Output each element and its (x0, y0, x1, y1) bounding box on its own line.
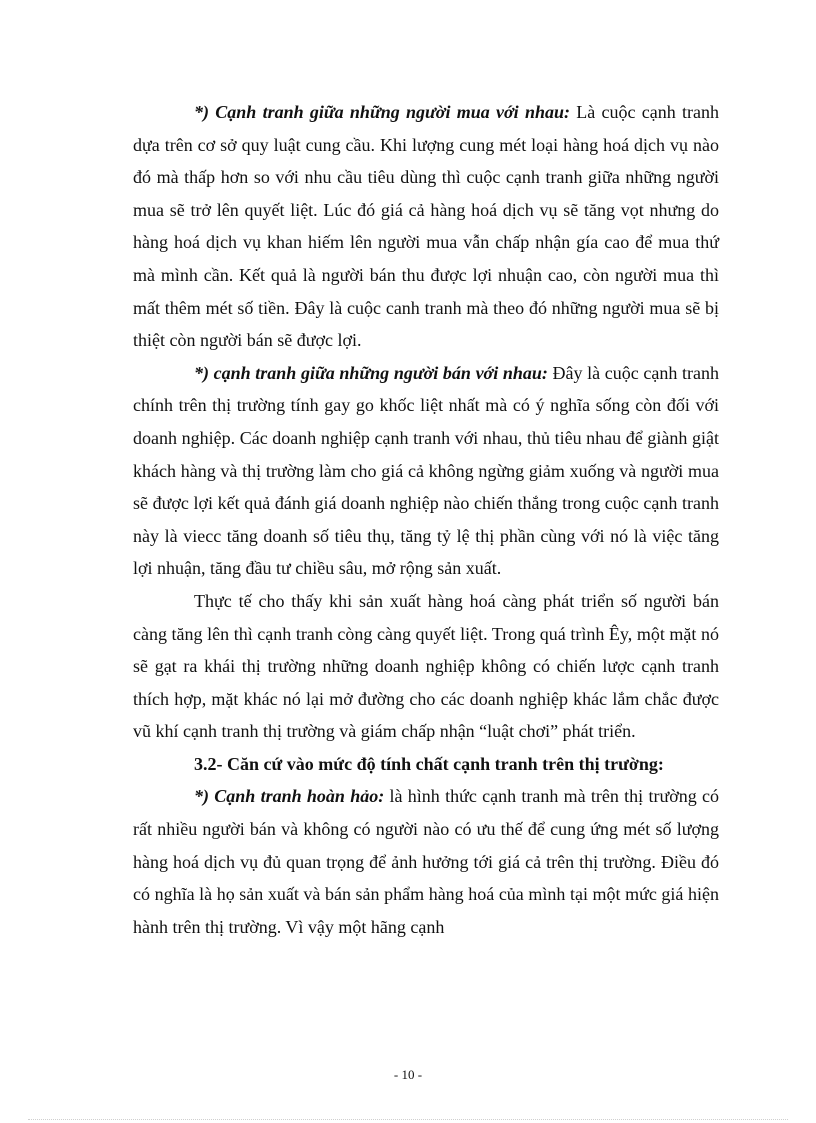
paragraph-lead: *) cạnh tranh giữa những người bán với nhau: (194, 362, 548, 383)
page-number: - 10 - (393, 1067, 423, 1082)
paragraph-lead: *) Cạnh tranh hoàn hảo: (194, 786, 385, 807)
paragraph-buyers-competition (133, 96, 719, 357)
paragraph-lead: *) Cạnh tranh giữa những người mua với nhau: (194, 102, 570, 122)
paragraph-text: Đây là cuộc cạnh tranh chính trên thị trường tính gay go khốc liệt nhất mà có ý nghĩa sống còn đối với doanh nghiệp. Các doanh nghiệp cạnh tranh với nhau, thủ tiêu nhau để giành giật khách hàng và thị trường làm cho giá cả không ngừng giảm xuống và người mua sẽ được lợi kết quả đánh giá doanh nghiệp nào chiến thắng trong cuộc cạnh tranh này là viecc tăng doanh số tiêu thụ, tăng tỷ lệ thị phần cùng với nó là việc tăng lợi nhuận, tăng đầu tư chiều sâu, mở rộng sản xuất. (133, 362, 720, 579)
paragraph-text: Thực tế cho thấy khi sản xuất hàng hoá càng phát triển số người bán càng tăng lên thì cạnh tranh còng càng quyết liệt. Trong quá trình Êy, một mặt nó sẽ gạt ra khái thị trường những doanh nghiệp không có chiến lược cạnh tranh thích hợp, mặt khác nó lại mở đường cho các doanh nghiệp khác lắm chắc được vũ khí cạnh tranh thị trường và giám chấp nhận “luật chơi” phát triển. (133, 590, 719, 742)
paragraph-text: là hình thức cạnh tranh mà trên thị trường có rất nhiều người bán và không có người nào có ưu thế để cung ứng mét số lượng hàng hoá dịch vụ đủ quan trọng để ảnh hưởng tới giá cả trên thị trường. Điều đó có nghĩa là họ sản xuất và bán sản phẩm hàng hoá của mình tại một mức giá hiện hành trên thị trường. Vì vậy một hãng cạnh (133, 786, 720, 937)
page-body (133, 96, 719, 943)
paragraph-sellers-competition (133, 357, 719, 585)
paragraph-market-reality (133, 585, 719, 748)
section-heading: 3.2- Căn cứ vào mức độ tính chất cạnh tranh trên thị trường: (194, 753, 664, 774)
page-bottom-divider (28, 1119, 788, 1120)
paragraph-perfect-competition (133, 780, 719, 943)
paragraph-text: Là cuộc cạnh tranh dựa trên cơ sở quy luật cung cầu. Khi lượng cung mét loại hàng hoá dịch vụ nào đó mà thấp hơn so với nhu cầu tiêu dùng thì cuộc cạnh tranh giữa những người mua sẽ trở lên quyết liệt. Lúc đó giá cả hàng hoá dịch vụ sẽ tăng vọt nhưng do hàng hoá dịch vụ khan hiếm lên người mua vẫn chấp nhận gía cao để mua thứ mà mình cần. Kết quả là người bán thu được lợi nhuận cao, còn người mua thì mất thêm mét số tiền. Đây là cuộc canh tranh mà theo đó những người mua sẽ bị thiệt còn người bán sẽ được lợi. (133, 102, 719, 351)
